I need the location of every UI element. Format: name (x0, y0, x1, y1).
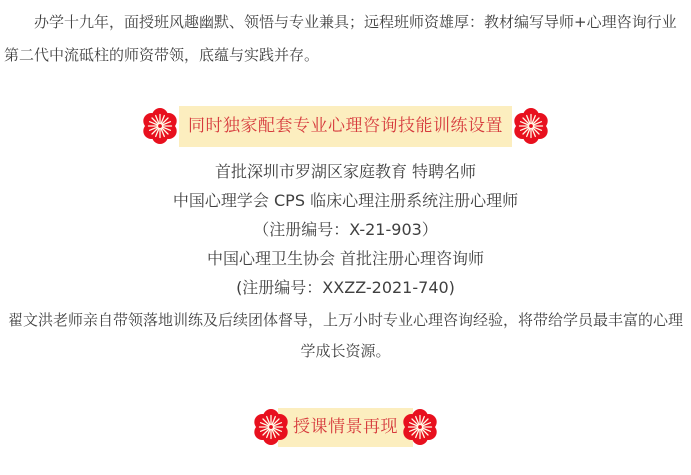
credential-line: 首批深圳市罗湖区家庭教育 特聘名师 (214, 162, 477, 181)
intro-paragraph: 办学十九年，面授班风趣幽默、领悟与专业兼具；远程班师资雄厚：教材编写导师+心理咨询行业第二代中流砥柱的师资带领，底蕴与实践并存。 (4, 13, 677, 64)
banner-title-teaching-scene: 授课情景再现 (278, 408, 413, 447)
section-banner-skill-training (4, 105, 687, 147)
plum-blossom-icon (143, 105, 177, 147)
section-banner-teaching-scene (4, 406, 687, 448)
credential-line: （注册编号：X-21-903） (253, 220, 438, 239)
credential-line: (注册编号：XXZZ-2021-740) (236, 278, 455, 297)
credential-line: 中国心理卫生协会 首批注册心理咨询师 (206, 249, 485, 268)
plum-blossom-icon (254, 406, 288, 448)
banner-title-skill-training: 同时独家配套专业心理咨询技能训练设置 (179, 106, 512, 147)
credential-line: 中国心理学会 CPS 临床心理注册系统注册心理师 (172, 191, 519, 210)
plum-blossom-icon (514, 105, 548, 147)
teacher-experience-paragraph: 翟文洪老师亲自带领落地训练及后续团体督导，上万小时专业心理咨询经验，将带给学员最丰富的心理学成长资源。 (7, 311, 683, 360)
credentials-list (4, 157, 687, 302)
plum-blossom-icon (403, 406, 437, 448)
